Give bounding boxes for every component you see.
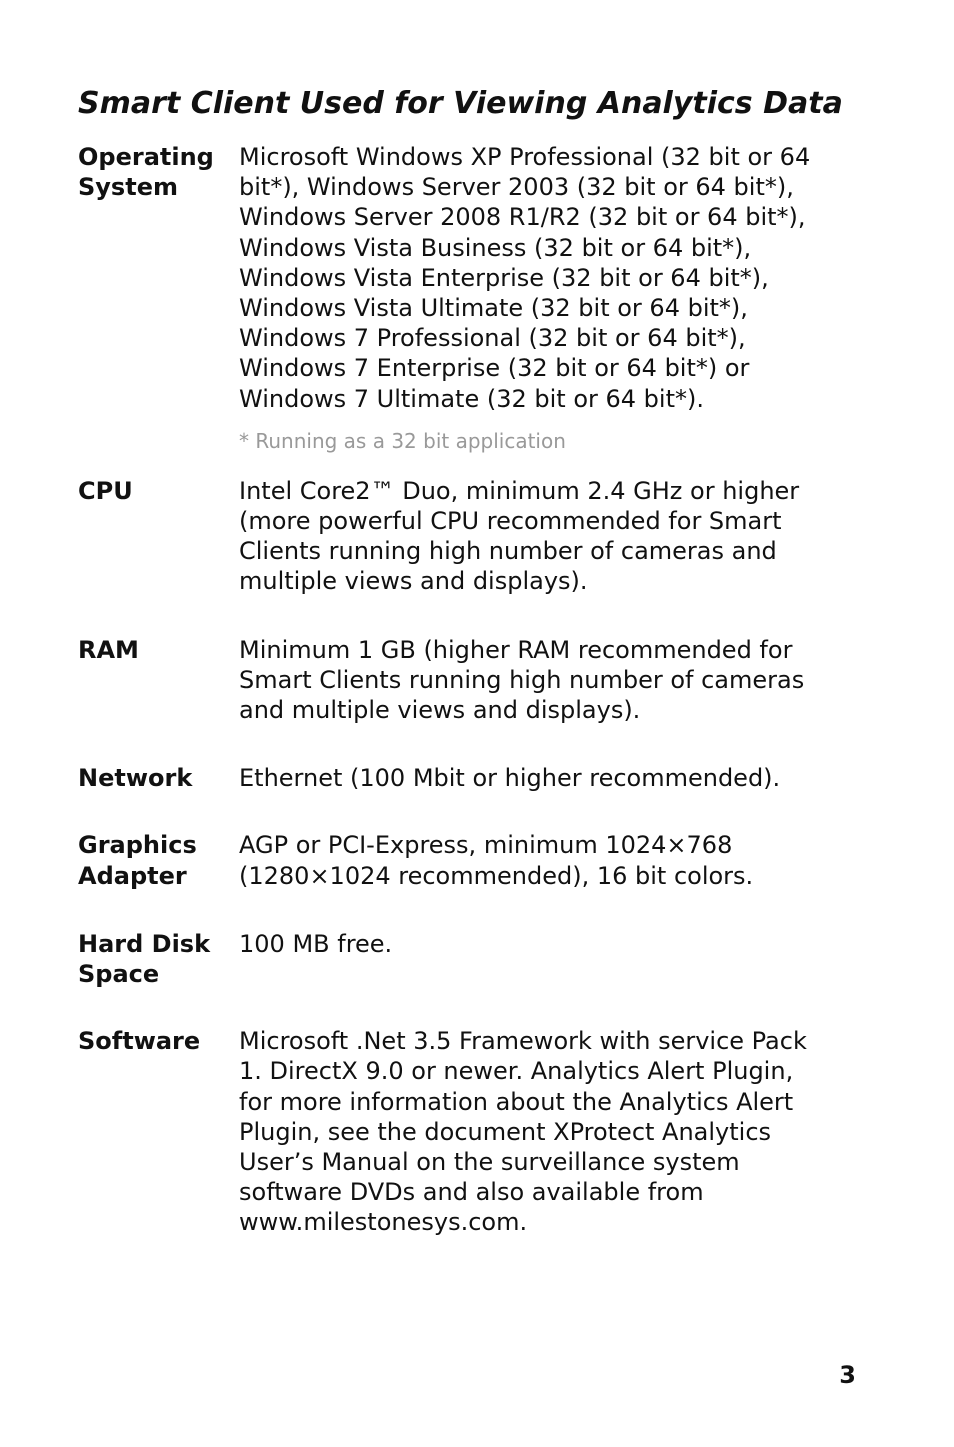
requirement-value: Microsoft Windows XP Professional (32 bit or 64 bit*), Windows Server 2003 (32 bit or 64 bit*), Windows Server 2008 R1/R2 (32 bit or 64 bit*), Windows Vista Business (32 bit or 64 bit*), Windows Vista Enterprise (32 bit or 64 bit*), Windows Vista Ultimate (32 bit or 64 bit*), Windows 7 Professional (32 bit or 64 bit*), Windows 7 Enterprise (32 bit or 64 bit*) or Windows 7 Ultimate (32 bit or 64 bit*). [239,143,811,413]
requirement-row-network [78,763,858,793]
requirements-table [78,142,858,1238]
requirement-label: CPU [78,476,133,505]
requirement-value: Minimum 1 GB (higher RAM recommended for Smart Clients running high number of cameras and multiple views and displays). [239,635,805,725]
requirement-value: AGP or PCI-Express, minimum 1024×768 (1280×1024 recommended), 16 bit colors. [239,831,754,890]
requirement-label: Software [78,1027,201,1056]
requirement-label: Hard Disk Space [78,929,211,989]
requirement-label: Graphics Adapter [78,831,197,890]
section-title: Smart Client Used for Viewing Analytics Data [78,86,843,121]
requirement-row-operating-system [78,142,858,414]
requirement-row-software [78,1026,858,1237]
requirement-row-cpu [78,476,858,597]
requirement-label: Operating System [78,143,214,202]
requirement-row-hard-disk-space [78,929,858,989]
requirement-value: Intel Core2™ Duo, minimum 2.4 GHz or higher (more powerful CPU recommended for Smart Clients running high number of cameras and multiple views and displays). [239,476,800,596]
requirement-label: Network [78,764,193,793]
footnote-32-bit: * Running as a 32 bit application [239,428,566,453]
requirement-value: 100 MB free. [239,929,393,958]
requirement-value: Microsoft .Net 3.5 Framework with service Pack 1. DirectX 9.0 or newer. Analytics Alert Plugin, for more information about the Analytics Alert Plugin, see the document XProtect Analytics User’s Manual on the surveillance system software DVDs and also available from www.milestonesys.com. [239,1027,807,1237]
requirement-value: Ethernet (100 Mbit or higher recommended). [239,764,781,793]
requirement-row-graphics-adapter [78,830,858,890]
requirement-row-ram [78,635,858,726]
page-number: 3 [839,1361,856,1389]
requirement-label: RAM [78,635,139,664]
